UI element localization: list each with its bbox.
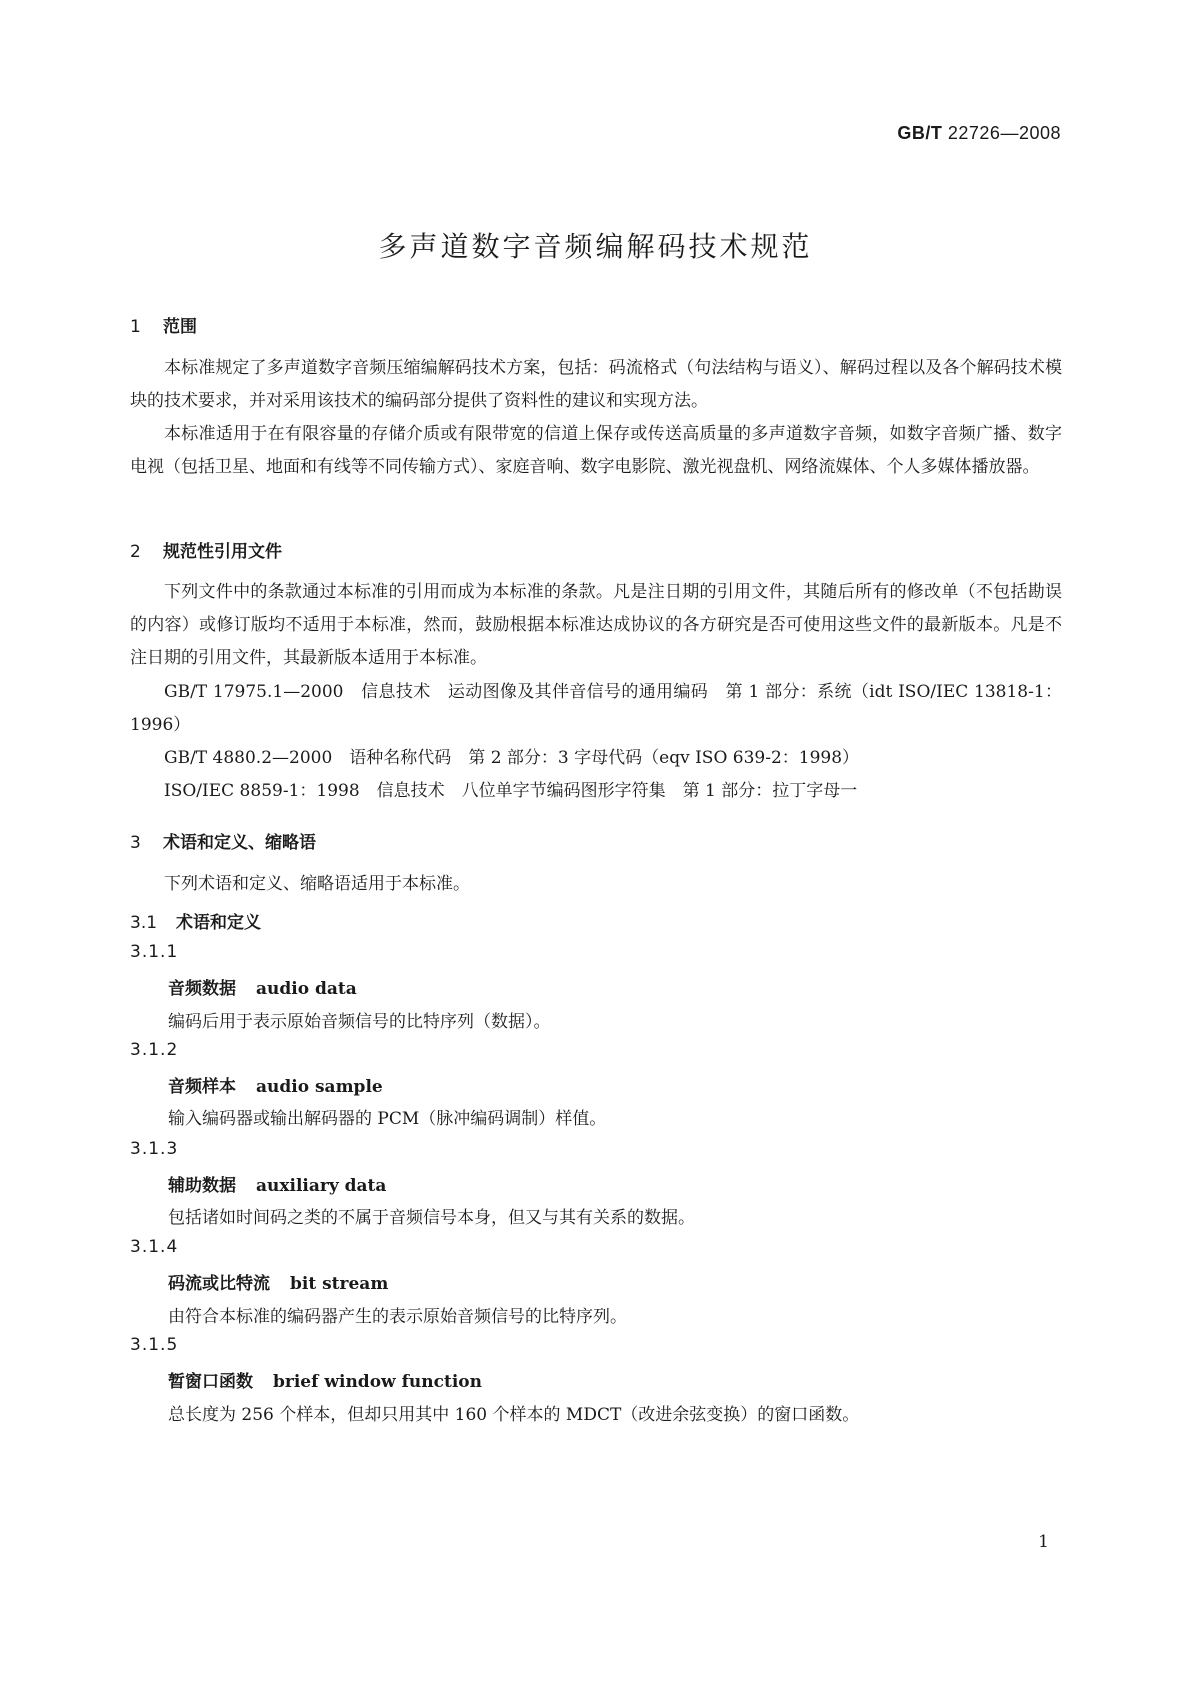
section-1-heading [130,312,197,337]
term-chinese: 暂窗口函数 [168,1372,253,1392]
section-3-heading [130,828,316,853]
standard-number [897,123,1061,144]
term-heading [168,1171,386,1196]
term-definition: 输入编码器或输出解码器的 PCM（脉冲编码调制）样值。 [168,1109,607,1129]
section-number: 3 [130,833,141,853]
term-heading [168,1367,482,1392]
term-number: 3.1.3 [130,1139,179,1159]
section-title: 规范性引用文件 [163,542,282,562]
section-2-heading [130,537,282,562]
term-heading [168,1269,388,1294]
section-number: 1 [130,317,141,337]
term-definition: 编码后用于表示原始音频信号的比特序列（数据）。 [168,1012,551,1032]
section-title: 术语和定义、缩略语 [163,833,316,853]
term-definition: 总长度为 256 个样本，但却只用其中 160 个样本的 MDCT（改进余弦变换）的窗口函数。 [168,1405,860,1425]
section-title: 术语和定义 [176,913,261,933]
term-english: auxiliary data [256,1176,387,1196]
document-title: 多声道数字音频编解码技术规范 [378,230,813,263]
term-english: bit stream [290,1274,389,1294]
section-3-1-heading [130,908,261,933]
term-chinese: 音频数据 [168,979,236,999]
term-chinese: 码流或比特流 [168,1274,270,1294]
page-number: 1 [1038,1532,1049,1552]
reference-item-3: ISO/IEC 8859-1：1998 信息技术 八位单字节编码图形字符集 第 1 部分：拉丁字母一 [164,781,858,801]
paragraph-scope-2: 本标准适用于在有限容量的存储介质或有限带宽的信道上保存或传送高质量的多声道数字音频，如数字音频广播、数字电视（包括卫星、地面和有线等不同传输方式）、家庭音响、数字电影院、激光视盘机、网络流媒体、个人多媒体播放器。 [130,424,1062,477]
section-number: 3.1 [130,913,158,933]
term-chinese: 音频样本 [168,1077,236,1097]
term-number: 3.1.4 [130,1237,179,1257]
section-title: 范围 [163,317,197,337]
term-chinese: 辅助数据 [168,1176,236,1196]
reference-item-2: GB/T 4880.2—2000 语种名称代码 第 2 部分：3 字母代码（eqv ISO 639-2：1998） [164,748,860,768]
term-number: 3.1.1 [130,942,179,962]
term-heading [168,974,357,999]
term-number: 3.1.2 [130,1040,179,1060]
paragraph-scope-1: 本标准规定了多声道数字音频压缩编解码技术方案，包括：码流格式（句法结构与语义）、解码过程以及各个解码技术模块的技术要求，并对采用该技术的编码部分提供了资料性的建议和实现方法。 [130,358,1062,411]
term-english: audio sample [256,1077,383,1097]
standard-code: 22726—2008 [947,123,1061,143]
term-english: audio data [256,979,357,999]
term-definition: 包括诸如时间码之类的不属于音频信号本身，但又与其有关系的数据。 [168,1208,695,1228]
reference-item-1: GB/T 17975.1—2000 信息技术 运动图像及其伴音信号的通用编码 第 1 部分：系统（idt ISO/IEC 13818-1：1996） [130,682,1062,735]
paragraph-references-intro: 下列文件中的条款通过本标准的引用而成为本标准的条款。凡是注日期的引用文件，其随后所有的修改单（不包括勘误的内容）或修订版均不适用于本标准，然而，鼓励根据本标准达成协议的各方研究是否可使用这些文件的最新版本。凡是不注日期的引用文件，其最新版本适用于本标准。 [130,582,1062,668]
term-number: 3.1.5 [130,1335,179,1355]
paragraph-terms-intro: 下列术语和定义、缩略语适用于本标准。 [164,874,470,894]
section-number: 2 [130,542,141,562]
term-definition: 由符合本标准的编码器产生的表示原始音频信号的比特序列。 [168,1307,627,1327]
term-heading [168,1072,383,1097]
term-english: brief window function [273,1372,482,1392]
standard-prefix: GB/T [897,123,943,143]
